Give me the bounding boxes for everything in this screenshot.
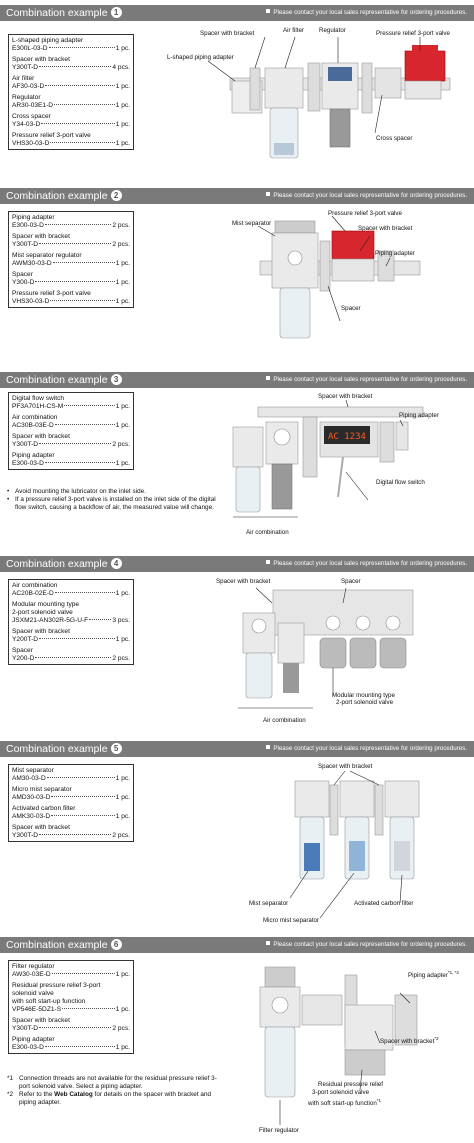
- callout-label: Spacer with bracket: [358, 225, 413, 232]
- notes: [7, 1075, 217, 1107]
- callout-label: L-shaped piping adapter: [167, 54, 234, 61]
- callout-label: Piping adapter: [375, 250, 415, 257]
- section-header: [0, 556, 474, 572]
- callout-label: Micro mist separator: [263, 917, 320, 924]
- section-header: [0, 372, 474, 388]
- callout-label: Spacer: [341, 578, 361, 585]
- filter-assembly-illustration: [250, 763, 450, 923]
- ordering-note: Please contact your local sales representative for ordering procedures.: [266, 191, 467, 201]
- part-item: Digital flow switch PF3A701H-CS-M 1 pc.: [12, 395, 130, 410]
- flow-display-readout: AC 1234: [328, 432, 366, 442]
- section-title: Combination example: [6, 743, 108, 755]
- callout-label: Spacer with bracket: [200, 30, 255, 37]
- parts-list: [8, 579, 134, 665]
- square-bullet-icon: [266, 9, 270, 13]
- note-item: *1 Connection threads are not available for the residual pressure relief 3-port solenoid valve. Select a piping adapter.: [7, 1075, 217, 1090]
- callout-label: Air filter: [283, 27, 304, 34]
- mist-separator-assembly-illustration: [220, 206, 460, 366]
- callout-label: Pressure relief 3-port valve: [328, 210, 402, 217]
- square-bullet-icon: [266, 745, 270, 749]
- part-item: Pressure relief 3-port valve VHS30-03-D 1 pc.: [12, 132, 130, 147]
- part-item: L-shaped piping adapter E300L-03-D 1 pc.: [12, 37, 130, 52]
- part-item: Modular mounting type 2-port solenoid valve JSXM21-AN302R-5G-U-F 3 pcs.: [12, 601, 130, 624]
- callout-label: Pressure relief 3-port valve: [376, 30, 450, 37]
- part-item: Spacer with bracket Y300T-D 2 pcs.: [12, 824, 130, 839]
- part-item: Piping adapter E300-03-D 2 pcs.: [12, 214, 130, 229]
- part-item: Cross spacer Y34-03-D 1 pc.: [12, 113, 130, 128]
- part-item: Piping adapter E300-03-D 1 pc.: [12, 452, 130, 467]
- part-item: Spacer with bracket Y300T-D 2 pcs.: [12, 233, 130, 248]
- web-catalog-link[interactable]: Web Catalog: [54, 1091, 93, 1098]
- frl-assembly-illustration: [150, 23, 470, 183]
- section-number-badge: 3: [111, 374, 122, 385]
- section-3: [0, 372, 474, 546]
- section-6: [0, 937, 474, 1142]
- callout-label: 3-port solenoid valve: [312, 1089, 370, 1096]
- part-item: Activated carbon filter AMK30-03-D 1 pc.: [12, 805, 130, 820]
- section-title: Combination example: [6, 939, 108, 951]
- part-item: Air combination AC20B-02E-D 1 pc.: [12, 582, 130, 597]
- square-bullet-icon: [266, 192, 270, 196]
- ordering-note: Please contact your local sales representative for ordering procedures.: [266, 375, 467, 385]
- callout-label: Mist separator: [249, 900, 289, 907]
- callout-label: Cross spacer: [376, 135, 413, 142]
- section-title: Combination example: [6, 7, 108, 19]
- callout-label: Piping adapter: [399, 412, 439, 419]
- part-item: Regulator AR30-03E1-D 1 pc.: [12, 94, 130, 109]
- part-item: Pressure relief 3-port valve VHS30-03-D 1 pc.: [12, 290, 130, 305]
- section-header: [0, 188, 474, 204]
- section-title: Combination example: [6, 190, 108, 202]
- part-item: Spacer with bracket Y300T-D 4 pcs.: [12, 56, 130, 71]
- part-item: Spacer with bracket Y300T-D 2 pcs.: [12, 433, 130, 448]
- section-number-badge: 5: [111, 743, 122, 754]
- callout-label: Regulator: [319, 27, 346, 34]
- section-header: [0, 741, 474, 757]
- section-title: Combination example: [6, 374, 108, 386]
- ordering-note: Please contact your local sales representative for ordering procedures.: [266, 559, 467, 569]
- section-5: [0, 741, 474, 931]
- callout-label: Spacer with bracket: [318, 393, 373, 400]
- ordering-note: Please contact your local sales representative for ordering procedures.: [266, 8, 467, 18]
- square-bullet-icon: [266, 941, 270, 945]
- section-header: [0, 5, 474, 21]
- section-number-badge: 2: [111, 190, 122, 201]
- section-2: [0, 188, 474, 368]
- callout-label: Air combination: [263, 717, 306, 724]
- part-item: Spacer Y200-D 2 pcs.: [12, 647, 130, 662]
- section-4: [0, 556, 474, 732]
- section-title: Combination example: [6, 558, 108, 570]
- callout-label: with soft start-up function$^{*1}$: [308, 1098, 382, 1108]
- note-item: *2 Refer to the Web Catalog for details on the spacer with bracket and piping adapter.: [7, 1091, 212, 1106]
- callout-label: Activated carbon filter: [354, 900, 414, 907]
- parts-list: [8, 392, 134, 470]
- callout-label: Spacer with bracket: [318, 763, 373, 770]
- callout-label: 2-port solenoid valve: [336, 699, 394, 706]
- square-bullet-icon: [266, 560, 270, 564]
- part-item: Air filter AF30-03-D 1 pc.: [12, 75, 130, 90]
- part-item: Spacer with bracket Y200T-D 1 pc.: [12, 628, 130, 643]
- section-number-badge: 1: [111, 7, 122, 18]
- section-header: [0, 937, 474, 953]
- callout-label: Spacer: [341, 305, 361, 312]
- parts-list: [8, 764, 134, 842]
- part-item: Spacer with bracket Y300T-D 2 pcs.: [12, 1017, 130, 1032]
- callout-label: Spacer with bracket: [216, 578, 271, 585]
- part-item: Micro mist separator AMD30-03-D 1 pc.: [12, 786, 130, 801]
- parts-list: [8, 960, 134, 1054]
- part-item: Residual pressure relief 3-port solenoid valve with soft start-up function VP546E-5DZ1-S 1 pc.: [12, 982, 130, 1013]
- square-bullet-icon: [266, 376, 270, 380]
- section-number-badge: 6: [111, 939, 122, 950]
- part-item: Mist separator AM30-03-D 1 pc.: [12, 767, 130, 782]
- callout-label: Air combination: [246, 529, 289, 536]
- part-item: Mist separator regulator AWM30-03-D 1 pc.: [12, 252, 130, 267]
- notes: [7, 488, 217, 512]
- parts-list: [8, 211, 134, 308]
- ordering-note: Please contact your local sales representative for ordering procedures.: [266, 744, 467, 754]
- note-item: • If a pressure relief 3-port valve is installed on the inlet side of the digital flow switch, causing a backflow of air, the measured value will change.: [7, 496, 216, 511]
- parts-list: [8, 34, 134, 150]
- note-item: • Avoid mounting the lubricator on the inlet side.: [7, 488, 146, 495]
- section-1: [0, 5, 474, 185]
- callout-label: Residual pressure relief: [318, 1081, 383, 1088]
- callout-label: Piping adapter$^{*1, *2}$: [408, 970, 459, 980]
- section-number-badge: 4: [111, 558, 122, 569]
- callout-label: Filter regulator: [259, 1127, 299, 1134]
- part-item: Piping adapter E300-03-D 1 pc.: [12, 1036, 130, 1051]
- callout-label: Modular mounting type: [332, 692, 395, 699]
- ordering-note: Please contact your local sales representative for ordering procedures.: [266, 940, 467, 950]
- callout-label: Mist separator: [232, 220, 272, 227]
- callout-label: Spacer with bracket$^{*2}$: [380, 1036, 439, 1046]
- part-item: Spacer Y300-D 1 pc.: [12, 271, 130, 286]
- part-item: Filter regulator AW30-03E-D 1 pc.: [12, 963, 130, 978]
- part-item: Air combination AC30B-03E-D 1 pc.: [12, 414, 130, 429]
- callout-label: Digital flow switch: [376, 479, 425, 486]
